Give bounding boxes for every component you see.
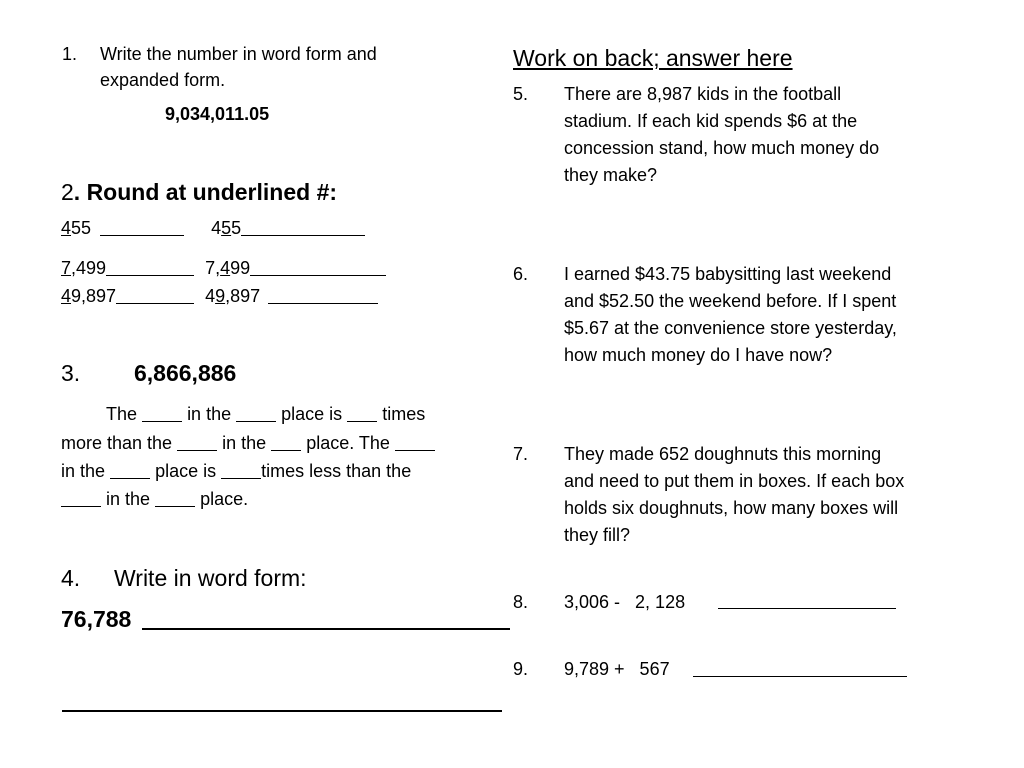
q1-text-line2: expanded form. [100,70,226,90]
q7-line-4: they fill? [564,525,631,545]
answer-blank[interactable] [155,505,195,507]
text: in the [61,461,106,481]
q1-text-line1: Write the number in word form and [100,44,377,64]
number-text: 4 [205,286,216,306]
round-row-1 [61,214,365,242]
underlined-digit: 7 [61,258,72,278]
text: place. The [306,433,390,453]
q3-value: 6,866,886 [134,360,237,386]
q2-number: 2 [61,179,74,205]
answer-blank[interactable] [236,420,276,422]
text: times [382,404,426,424]
q9-answer-blank[interactable] [693,676,907,677]
underlined-digit: 5 [221,218,232,238]
q4-answer-blank-1[interactable] [142,628,510,630]
underlined-digit: 4 [61,218,72,238]
answer-blank[interactable] [106,274,194,276]
q5-line-3: concession stand, how much money do [564,138,880,158]
number-text: 55 [71,218,92,238]
q7-line-2: and need to put them in boxes. If each box [564,471,905,491]
q6-line-2: and $52.50 the weekend before. If I spent [564,291,897,311]
q9-expression: 9,789 + 567 [564,659,670,679]
text: The [106,404,138,424]
text: place is [155,461,217,481]
q4-answer-blank-2[interactable] [62,710,502,712]
number-text: 9,897 [71,286,117,306]
q6-line-4: how much money do I have now? [564,345,833,365]
round-row-2 [61,254,386,282]
q6-number: 6. [513,264,529,284]
answer-blank[interactable] [177,449,217,451]
q4-value: 76,788 [61,606,132,632]
answer-blank[interactable] [347,420,377,422]
text: more than the [61,433,173,453]
q2-title: . Round at underlined #: [73,179,338,205]
right-heading: Work on back; answer here [513,45,793,71]
q6-line-3: $5.67 at the convenience store yesterday, [564,318,897,338]
q5-number: 5. [513,84,529,104]
number-text: ,499 [71,258,107,278]
answer-blank[interactable] [271,449,301,451]
q5-line-4: they make? [564,165,658,185]
number-text: 7, [205,258,221,278]
answer-blank[interactable] [241,234,365,236]
underlined-digit: 4 [220,258,231,278]
q3-line-4 [61,485,248,513]
q8-number: 8. [513,592,529,612]
text: place is [281,404,343,424]
text: in the [222,433,267,453]
answer-blank[interactable] [268,302,378,304]
q3-number: 3. [61,360,81,386]
q3-line-1 [106,400,425,428]
text: in the [187,404,232,424]
q3-line-3 [61,457,411,485]
q7-line-3: holds six doughnuts, how many boxes will [564,498,899,518]
number-text: 4 [211,218,222,238]
number-text: ,897 [225,286,261,306]
q1-number: 1. [62,44,78,64]
q4-number: 4. [61,565,81,591]
q4-text: Write in word form: [114,565,307,591]
answer-blank[interactable] [395,449,435,451]
q3-line-2 [61,429,435,457]
q6-line-1: I earned $43.75 babysitting last weekend [564,264,892,284]
round-row-3 [61,282,378,310]
q7-number: 7. [513,444,529,464]
q8-answer-blank[interactable] [718,608,896,609]
underlined-digit: 4 [61,286,72,306]
answer-blank[interactable] [250,274,386,276]
answer-blank[interactable] [142,420,182,422]
q7-line-1: They made 652 doughnuts this morning [564,444,882,464]
text: in the [106,489,151,509]
answer-blank[interactable] [110,477,150,479]
answer-blank[interactable] [221,477,261,479]
q8-expression: 3,006 - 2, 128 [564,592,686,612]
text: place. [200,489,249,509]
answer-blank[interactable] [116,302,194,304]
underlined-digit: 9 [215,286,226,306]
number-text: 99 [230,258,251,278]
number-text: 5 [231,218,242,238]
q2-title-row [61,176,337,208]
q1-value: 9,034,011.05 [165,104,270,124]
answer-blank[interactable] [100,234,184,236]
text: times less than the [261,461,412,481]
q5-line-1: There are 8,987 kids in the football [564,84,842,104]
answer-blank[interactable] [61,505,101,507]
q5-line-2: stadium. If each kid spends $6 at the [564,111,858,131]
q9-number: 9. [513,659,529,679]
